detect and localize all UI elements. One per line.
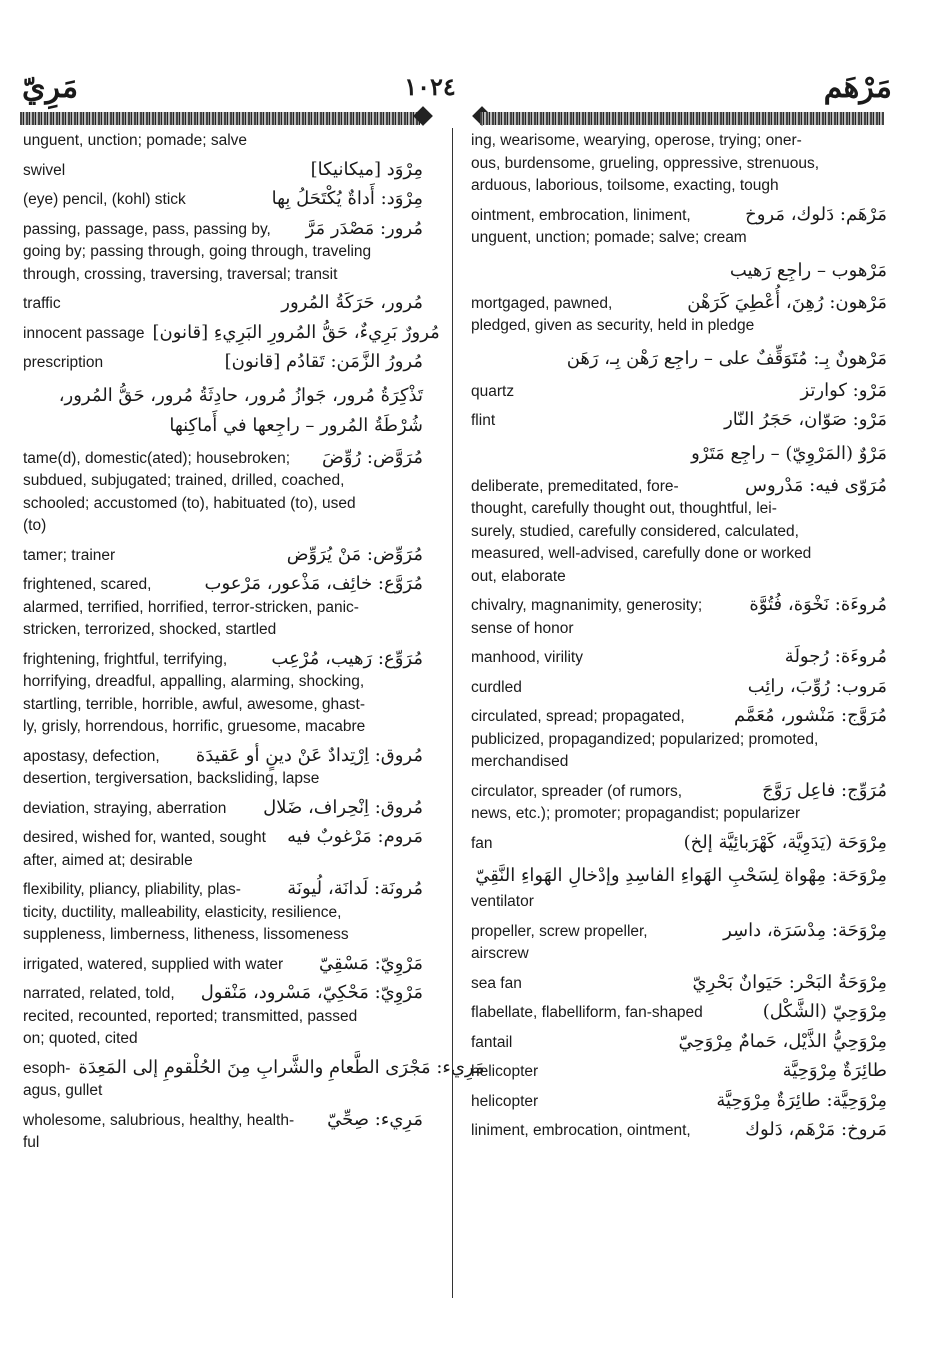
entry-headline <box>23 218 423 242</box>
dictionary-entry <box>23 130 423 153</box>
entry-english: fan <box>471 834 493 852</box>
entry-arabic: مُرَوَّع: خائِف، مَذْعور، مَرْعوب <box>204 573 423 594</box>
dictionary-entry <box>23 826 423 872</box>
dictionary-entry <box>471 1001 887 1025</box>
entry-arabic: مَرِيء: مَجْرَى الطَّعامِ والشَّرابِ مِنَ الحُلْقومِ إلى المَعِدَة <box>78 1056 485 1078</box>
entry-arabic: مِرْوَحِيَّة: طائِرَةٌ مِرْوَحِيَّة <box>716 1089 887 1111</box>
entry-continuation: schooled; accustomed (to), habituated (to), used <box>23 494 356 512</box>
entry-arabic: مِرْوَحِيّ (الشَّكْل) <box>762 1001 887 1022</box>
dictionary-entry <box>23 544 423 568</box>
entry-english: curdled <box>471 678 522 696</box>
entry-headline <box>23 745 423 769</box>
entry-continuation: startling, terrible, horrible, awful, awesome, ghast- <box>23 695 366 713</box>
entry-headline <box>471 705 887 729</box>
dictionary-entry <box>23 218 423 287</box>
entry-english: unguent, unction; pomade; salve <box>23 132 248 149</box>
dictionary-entry <box>471 972 887 996</box>
entry-english: chivalry, magnanimity, generosity; <box>471 597 703 614</box>
entry-headline <box>471 1090 887 1114</box>
entry-continuation: out, elaborate <box>471 567 566 585</box>
entry-english: apostasy, defection, <box>23 747 160 765</box>
entry-continuation: ly, grisly, horrendous, horrific, gruesome, macabre <box>23 718 366 735</box>
entry-arabic: مَرْهَم: دَلوك، مَروخ <box>745 203 887 225</box>
entry-headline <box>23 188 423 212</box>
dictionary-entry <box>471 475 887 589</box>
entry-headline <box>471 409 887 433</box>
entry-english: passing, passage, pass, passing by, <box>23 220 271 238</box>
entry-arabic: مُرونَة: لَدانَة، لُيونَة <box>287 878 423 899</box>
entry-arabic: مَروخ: مَرْهَم، دَلوك <box>745 1119 887 1140</box>
entry-headline <box>23 573 423 597</box>
dictionary-entry <box>23 159 423 183</box>
entry-english: (eye) pencil, (kohl) stick <box>23 191 186 208</box>
dictionary-entry <box>23 447 423 538</box>
entry-arabic: طائِرَةٌ مِرْوَحِيَّة <box>782 1060 887 1081</box>
entry-headline <box>471 832 887 856</box>
entry-english: desired, wished for, wanted, sought <box>23 829 266 846</box>
entry-arabic: مَرِيء: صِحِّيّ <box>327 1108 423 1130</box>
entry-headline <box>471 676 887 700</box>
dictionary-entry <box>471 256 887 286</box>
entry-english: esoph- <box>23 1059 71 1077</box>
entry-headline <box>23 1056 485 1081</box>
entry-english: flexibility, pliancy, pliability, plas- <box>23 881 241 898</box>
entry-arabic: مُرور: مَصْدَر مَرَّ <box>305 217 423 239</box>
dictionary-entry <box>23 1056 485 1103</box>
entry-continuation: subdued, subjugated; trained, drilled, coached, <box>23 472 345 489</box>
entry-headline <box>23 544 423 568</box>
dictionary-entry <box>471 292 887 338</box>
entry-headline <box>471 380 887 404</box>
entry-arabic: مَرْو: صَوّان، حَجَرُ النّار <box>724 409 887 430</box>
entry-arabic: مُروق: اِرْتِدادٌ عَنْ دينٍ أو عَقيدَة <box>195 744 423 766</box>
dictionary-entry <box>23 321 440 346</box>
dictionary-entry <box>23 982 423 1051</box>
entry-headline <box>23 130 423 153</box>
entry-arabic: مُروءَة: نَخْوَة، فُتُوَّة <box>749 594 887 615</box>
header-headword-right: مَرْهَم <box>823 70 892 105</box>
dictionary-entry <box>471 1119 887 1143</box>
entry-english: liniment, embrocation, ointment, <box>471 1122 691 1139</box>
entry-english: swivel <box>23 161 66 179</box>
entry-arabic: مُرَوِّض: مَنْ يُرَوِّض <box>286 543 423 565</box>
right-column <box>471 130 887 1149</box>
entry-continuation: ous, burdensome, grueling, oppressive, strenuous, <box>471 154 820 172</box>
dictionary-entry <box>23 878 423 947</box>
entry-continuation: going by; passing through, going through, traveling <box>23 243 372 260</box>
entry-continuation: unguent, unction; pomade; salve; cream <box>471 229 747 246</box>
dictionary-entry <box>471 409 887 433</box>
entry-headline <box>23 447 423 471</box>
entry-headline <box>23 826 423 850</box>
entry-continuation: horrifying, dreadful, appalling, alarming, shocking, <box>23 673 365 690</box>
dictionary-entry <box>471 861 887 914</box>
entry-arabic: مَروم: مَرْغوبٌ فيه <box>287 826 423 847</box>
dictionary-entry <box>471 594 887 640</box>
entry-arabic: مُرَوَّج: مَنْشور، مُعَمَّم <box>733 705 887 726</box>
entry-headline <box>471 1060 887 1084</box>
dictionary-entry <box>471 1031 887 1055</box>
entry-headline <box>23 953 423 977</box>
entry-english: circulated, spread; propagated, <box>471 708 685 725</box>
entry-arabic-line: مَرْهوب – راجِع رَهيب <box>729 259 887 281</box>
entry-english: helicopter <box>471 1063 539 1080</box>
entry-headline <box>471 646 887 670</box>
entry-headline <box>23 321 440 346</box>
entry-headline <box>23 159 423 183</box>
dictionary-entry <box>471 439 887 469</box>
dictionary-entry <box>471 344 887 374</box>
entry-headline <box>471 1031 887 1055</box>
entry-english: deviation, straying, aberration <box>23 799 227 817</box>
entry-english: propeller, screw propeller, <box>471 922 648 940</box>
entry-arabic: مُرَوِّع: رَهيب، مُرْعِب <box>271 647 423 669</box>
dictionary-entry <box>471 705 887 774</box>
entry-arabic: مِرْوَد: أَداةٌ يُكْتَحَلُ بِها <box>271 188 423 209</box>
entry-continuation: sense of honor <box>471 619 574 637</box>
entry-continuation: thought, carefully thought out, thoughtful, lei- <box>471 500 777 517</box>
entry-arabic-line: مَرْهونٌ بِـ: مُتَوَقِّفٌ على – راجِع رَهْن بِـ، رَهَن <box>566 347 887 369</box>
entry-english: prescription <box>23 354 104 371</box>
entry-continuation: merchandised <box>471 753 569 770</box>
entry-continuation: surely, studied, carefully considered, calculated, <box>471 522 799 540</box>
entry-english: irrigated, watered, supplied with water <box>23 955 284 973</box>
entry-arabic: مَرْهون: رُهِنَ، أُعْطِيَ كَرَهْن <box>687 291 887 313</box>
page-number: ١٠٢٤ <box>404 72 456 101</box>
entry-arabic: مَرْوِيّ: مَحْكِيّ، مَسْرود، مَنْقول <box>200 982 423 1003</box>
entry-continuation: suppleness, limberness, litheness, lissomeness <box>23 926 349 943</box>
header-rule-left <box>20 112 420 125</box>
entry-headline <box>471 1001 887 1025</box>
dictionary-entry <box>471 832 887 856</box>
entry-english: innocent passage <box>23 324 145 342</box>
entry-english: ointment, embrocation, liniment, <box>471 206 691 224</box>
dictionary-entry <box>23 745 423 791</box>
entry-english: quartz <box>471 382 515 400</box>
entry-arabic: مَرْوِيّ: مَسْقِيّ <box>319 952 423 974</box>
dictionary-entry <box>471 380 887 404</box>
dictionary-entry <box>23 188 423 212</box>
dictionary-entry <box>23 381 423 441</box>
entry-arabic: مُرَوَّض: رُوِّضَ <box>322 446 423 468</box>
entry-arabic: مَروب: رُوِّبَ، رائِب <box>747 675 887 697</box>
entry-english: sea fan <box>471 974 522 992</box>
entry-arabic: مِرْوَحَة (يَدَوِيَّة، كَهْرَبائِيَّة إلخ) <box>683 831 887 853</box>
dictionary-entry <box>471 130 887 198</box>
entry-continuation: news, etc.); promoter; propagandist; popularizer <box>471 805 801 822</box>
entry-arabic-line: شُرْطَةُ المُرور – راجِعها في أَماكِنها <box>169 414 423 436</box>
entry-continuation: measured, well-advised, carefully done or worked <box>471 545 812 562</box>
entry-continuation: pledged, given as security, held in pledge <box>471 317 755 334</box>
dictionary-entry <box>23 648 423 739</box>
dictionary-entry <box>23 1109 423 1155</box>
entry-headline <box>471 920 887 944</box>
column-divider <box>452 128 453 1298</box>
entry-continuation: publicized, propagandized; popularized; promoted, <box>471 730 819 748</box>
entry-arabic: مُرَوّى فيه: مَدْروس <box>745 474 887 496</box>
entry-headline <box>471 594 887 618</box>
entry-arabic: مِرْوَحِيُّ الذَّيْل، حَمامٌ مِرْوَحِيّ <box>678 1030 887 1052</box>
dictionary-entry <box>471 920 887 966</box>
dictionary-entry <box>23 953 423 977</box>
entry-continuation: alarmed, terrified, horrified, terror-stricken, panic- <box>23 598 359 616</box>
entry-english: traffic <box>23 295 61 312</box>
entry-continuation: airscrew <box>471 945 529 962</box>
entry-english: mortgaged, pawned, <box>471 294 613 312</box>
entry-english: narrated, related, told, <box>23 985 175 1002</box>
header-headword-left: مَرِيّ <box>22 70 79 105</box>
entry-english: helicopter <box>471 1092 539 1110</box>
entry-continuation: ventilator <box>471 893 534 910</box>
entry-english: wholesome, salubrious, healthy, health- <box>23 1111 295 1129</box>
entry-headline <box>471 292 887 316</box>
entry-continuation: recited, recounted, reported; transmitted, passed <box>23 1007 358 1025</box>
entry-headline <box>23 351 423 375</box>
entry-english: manhood, virility <box>471 649 583 666</box>
entry-english: flint <box>471 412 496 429</box>
dictionary-entry <box>23 797 423 821</box>
entry-arabic: مُرورٌ بَرِيءٌ، حَقُّ المُرورِ البَرِيءِ [قانون] <box>152 321 440 343</box>
dictionary-entry <box>23 351 423 375</box>
entry-continuation: desertion, tergiversation, backsliding, lapse <box>23 770 320 787</box>
entry-headline <box>471 1119 887 1143</box>
entry-arabic: مُروق: اِنْحِراف، ضَلال <box>263 796 423 818</box>
entry-continuation: ful <box>23 1134 40 1151</box>
entry-english: tamer; trainer <box>23 546 116 564</box>
entry-arabic: مِرْوَحَةُ البَحْر: حَيَوانٌ بَحْرِيّ <box>692 971 887 993</box>
entry-english: tame(d), domestic(ated); housebroken; <box>23 449 291 467</box>
entry-arabic-line: تَذْكِرَةُ مُرور، جَوازُ مُرور، حادِثَةُ مُرور، حَقُّ المُرور، <box>58 384 423 406</box>
entry-continuation: ticity, ductility, malleability, elasticity, resilience, <box>23 903 342 921</box>
entry-continuation: through, crossing, traversing, traversal; transit <box>23 265 338 283</box>
dictionary-entry <box>471 676 887 700</box>
entry-continuation: arduous, laborious, toilsome, exacting, tough <box>471 177 779 194</box>
entry-headline <box>23 797 423 821</box>
entry-arabic: مِرْوَحَة: مِدْسَرَة، داسِر <box>723 919 887 941</box>
entry-headline <box>471 475 887 499</box>
entry-english: frightened, scared, <box>23 576 152 593</box>
entry-english: deliberate, premeditated, fore- <box>471 477 679 495</box>
entry-headline <box>23 292 423 316</box>
entry-arabic-line: مَرْوٌ (المَرْوِيّ) – راجِع مَتَرْو <box>691 442 887 464</box>
dictionary-entry <box>471 1060 887 1084</box>
entry-arabic: مِرْوَد [ميكانيكا] <box>310 158 423 180</box>
entry-continuation: after, aimed at; desirable <box>23 851 193 869</box>
dictionary-entry <box>471 646 887 670</box>
dictionary-entry <box>23 292 423 316</box>
entry-arabic: مُرور، حَرَكَةُ المُرور <box>281 292 423 313</box>
entry-headline <box>23 648 423 672</box>
entry-continuation: (to) <box>23 517 47 534</box>
dictionary-entry <box>23 573 423 642</box>
entry-arabic: مُرَوِّج: فاعِل رَوَّجَ <box>762 779 887 801</box>
entry-continuation: agus, gullet <box>23 1082 103 1099</box>
entry-arabic-line: مِرْوَحَة: مِهْواة لِسَحْبِ الهَواءِ الفاسِدِ وإدْخالِ الهَواءِ النَّقِيّ <box>475 865 887 886</box>
entry-headline <box>23 878 423 902</box>
entry-continuation: ing, wearisome, wearying, operose, trying; oner- <box>471 132 802 149</box>
entry-headline <box>471 972 887 996</box>
entry-english: circulator, spreader (of rumors, <box>471 782 683 800</box>
entry-continuation: on; quoted, cited <box>23 1030 138 1047</box>
header-rule-right <box>480 112 884 125</box>
entry-headline <box>23 982 423 1006</box>
dictionary-entry <box>471 780 887 826</box>
entry-english: frightening, frightful, terrifying, <box>23 650 228 668</box>
entry-headline <box>471 204 887 228</box>
entry-headline <box>471 780 887 804</box>
entry-arabic: مُرورُ الزَّمَن: تَقادُم [قانون] <box>224 351 423 372</box>
dictionary-entry <box>471 204 887 250</box>
entry-english: flabellate, flabelliform, fan-shaped <box>471 1004 703 1021</box>
entry-headline <box>23 1109 423 1133</box>
entry-arabic: مَرْو: كوارتز <box>800 379 887 401</box>
entry-english: fantail <box>471 1033 513 1051</box>
entry-arabic: مُروءَة: رُجولَة <box>784 646 887 667</box>
entry-continuation: stricken, terrorized, shocked, startled <box>23 621 277 638</box>
dictionary-entry <box>471 1090 887 1114</box>
